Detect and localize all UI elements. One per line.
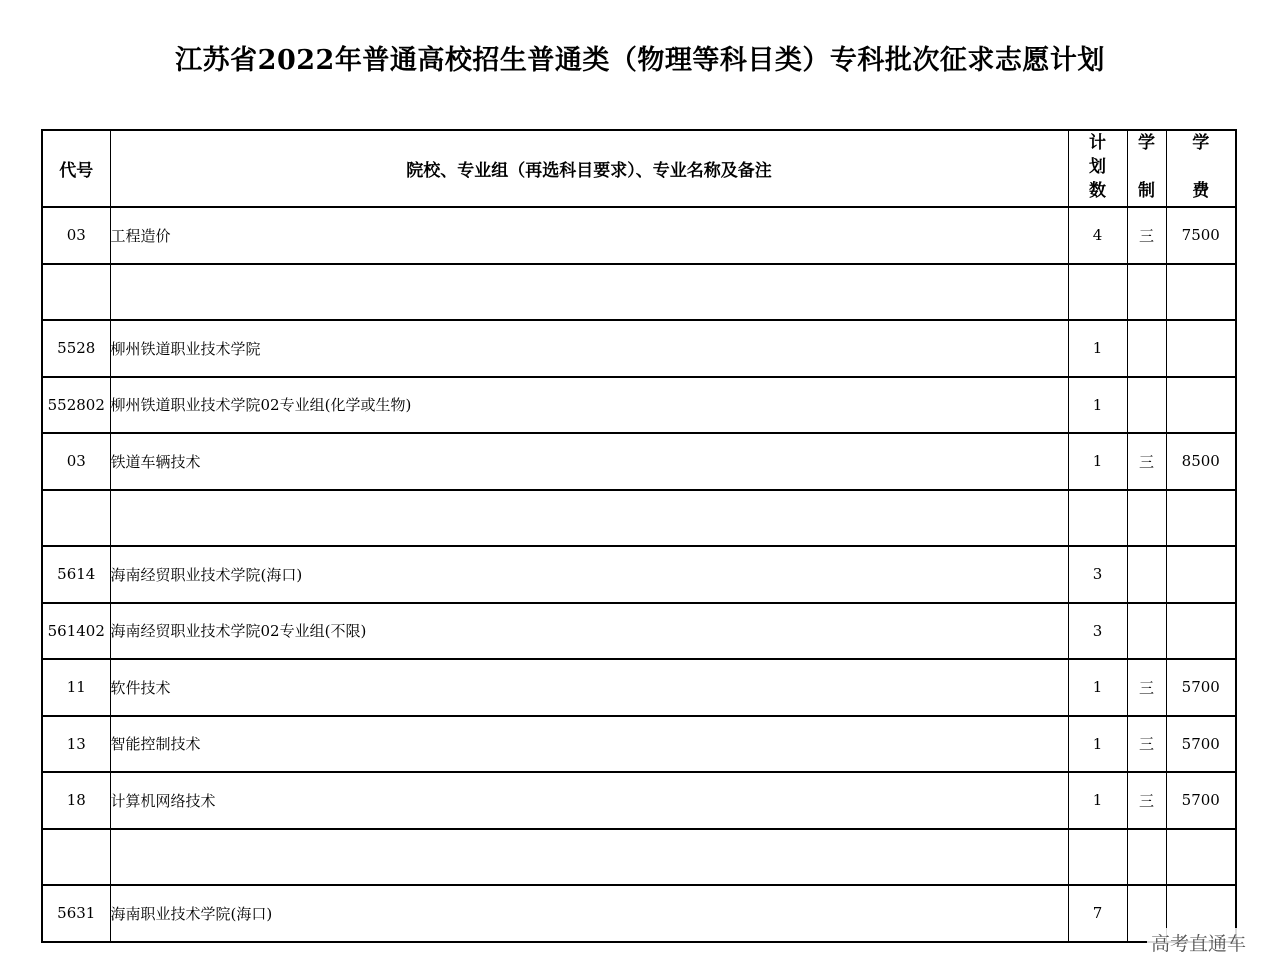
- cell-fee: [1166, 264, 1236, 321]
- cell-fee: [1166, 546, 1236, 603]
- cell-duration: 三: [1127, 716, 1166, 773]
- cell-name: 海南经贸职业技术学院(海口): [110, 546, 1068, 603]
- table-header-row: [42, 130, 1236, 207]
- header-plan-char: 数: [1089, 181, 1106, 201]
- cell-duration: 三: [1127, 433, 1166, 490]
- cell-fee: [1166, 377, 1236, 434]
- cell-duration: [1127, 603, 1166, 660]
- table-row: [42, 320, 1236, 377]
- table-row: [42, 264, 1236, 321]
- header-fee-char: 学: [1192, 133, 1210, 153]
- cell-name: 工程造价: [110, 207, 1068, 264]
- cell-duration: [1127, 264, 1166, 321]
- table-row: [42, 659, 1236, 716]
- cell-name: 软件技术: [110, 659, 1068, 716]
- page-title: 江苏省2022年普通高校招生普通类（物理等科目类）专科批次征求志愿计划: [175, 45, 1105, 76]
- header-duration-char: 制: [1138, 181, 1155, 201]
- cell-name: [110, 490, 1068, 547]
- cell-fee: [1166, 490, 1236, 547]
- cell-name: [110, 829, 1068, 886]
- cell-plan: 1: [1068, 433, 1127, 490]
- cell-code: [42, 829, 110, 886]
- table-row: [42, 433, 1236, 490]
- cell-duration: [1127, 377, 1166, 434]
- cell-fee: 5700: [1166, 716, 1236, 773]
- cell-duration: [1127, 320, 1166, 377]
- table-row: [42, 377, 1236, 434]
- cell-plan: 1: [1068, 772, 1127, 829]
- cell-code: 18: [42, 772, 110, 829]
- cell-duration: [1127, 546, 1166, 603]
- cell-code: 561402: [42, 603, 110, 660]
- header-plan-char: 划: [1089, 157, 1106, 177]
- cell-plan: 1: [1068, 716, 1127, 773]
- table-row: [42, 772, 1236, 829]
- cell-code: [42, 264, 110, 321]
- table-body: [42, 207, 1236, 942]
- cell-plan: 3: [1068, 603, 1127, 660]
- cell-plan: [1068, 264, 1127, 321]
- table-row: [42, 546, 1236, 603]
- cell-plan: [1068, 829, 1127, 886]
- header-duration-char: 学: [1138, 133, 1155, 153]
- cell-code: 552802: [42, 377, 110, 434]
- cell-plan: 4: [1068, 207, 1127, 264]
- cell-code: 03: [42, 207, 110, 264]
- cell-duration: 三: [1127, 659, 1166, 716]
- cell-plan: [1068, 490, 1127, 547]
- cell-name: 柳州铁道职业技术学院02专业组(化学或生物): [110, 377, 1068, 434]
- cell-duration: [1127, 490, 1166, 547]
- cell-code: 03: [42, 433, 110, 490]
- watermark-logo-text: 高考直通车: [1147, 928, 1250, 957]
- cell-fee: 8500: [1166, 433, 1236, 490]
- cell-fee: [1166, 320, 1236, 377]
- header-fee: [1166, 130, 1236, 207]
- table-row: [42, 490, 1236, 547]
- cell-plan: 3: [1068, 546, 1127, 603]
- cell-fee: 5700: [1166, 772, 1236, 829]
- header-fee-char: 费: [1192, 181, 1210, 201]
- cell-duration: 三: [1127, 207, 1166, 264]
- cell-name: 计算机网络技术: [110, 772, 1068, 829]
- cell-code: 13: [42, 716, 110, 773]
- cell-plan: 7: [1068, 885, 1127, 942]
- cell-name: 海南职业技术学院(海口): [110, 885, 1068, 942]
- cell-fee: 5700: [1166, 659, 1236, 716]
- header-duration: [1127, 130, 1166, 207]
- cell-plan: 1: [1068, 320, 1127, 377]
- cell-name: 铁道车辆技术: [110, 433, 1068, 490]
- cell-plan: 1: [1068, 377, 1127, 434]
- cell-code: [42, 490, 110, 547]
- cell-fee: 7500: [1166, 207, 1236, 264]
- cell-code: 5614: [42, 546, 110, 603]
- cell-name: 柳州铁道职业技术学院: [110, 320, 1068, 377]
- table-row: [42, 885, 1236, 942]
- header-plan-char: 计: [1089, 133, 1106, 153]
- table-row: [42, 716, 1236, 773]
- cell-name: 智能控制技术: [110, 716, 1068, 773]
- table-row: [42, 603, 1236, 660]
- header-name: 院校、专业组（再选科目要求）、专业名称及备注: [110, 130, 1068, 207]
- cell-fee: [1166, 603, 1236, 660]
- cell-code: 5528: [42, 320, 110, 377]
- cell-code: 5631: [42, 885, 110, 942]
- table-row: [42, 207, 1236, 264]
- cell-code: 11: [42, 659, 110, 716]
- cell-name: 海南经贸职业技术学院02专业组(不限): [110, 603, 1068, 660]
- enrollment-plan-table: [41, 129, 1237, 943]
- table-row: [42, 829, 1236, 886]
- cell-name: [110, 264, 1068, 321]
- header-fee-gap: [1167, 155, 1236, 179]
- cell-plan: 1: [1068, 659, 1127, 716]
- header-code: 代号: [42, 130, 110, 207]
- header-plan: [1068, 130, 1127, 207]
- cell-fee: [1166, 829, 1236, 886]
- cell-duration: 三: [1127, 772, 1166, 829]
- header-duration-gap: [1128, 155, 1166, 179]
- cell-duration: [1127, 829, 1166, 886]
